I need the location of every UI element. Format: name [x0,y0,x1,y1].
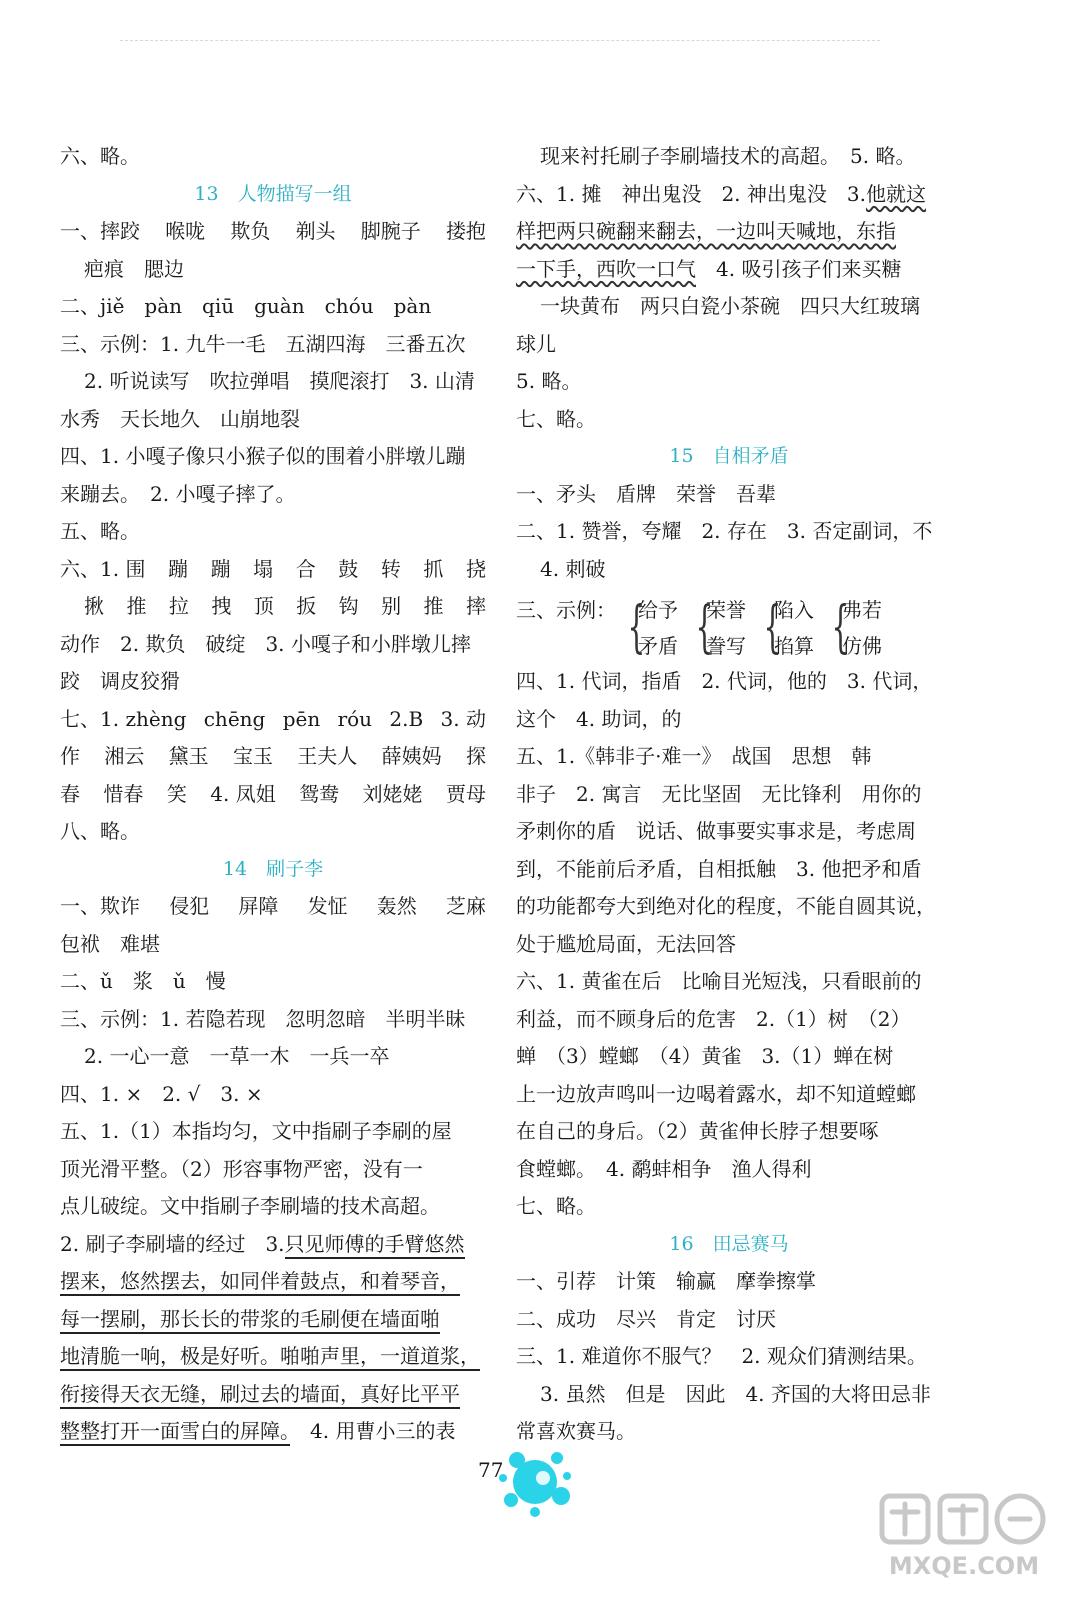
answer-line: 四、1. 代词，指盾 2. 代词，他的 3. 代词， [516,669,933,693]
underlined-quote: 衔接得天衣无缝，刷过去的墙面，真好比平平 [60,1382,460,1409]
splash-decoration-icon [495,1440,575,1520]
answer-line: 点儿破绽。文中指刷子李刷墙的技术高超。 [60,1194,440,1218]
underlined-quote: 摆来，悠然摆去，如同伴着鼓点，和着琴音， [60,1269,460,1296]
right-column [516,138,942,1451]
section-heading-14: 14 刷子李 [222,857,324,880]
answer-line [60,1338,486,1376]
answer-line: 六、1. 摊 神出鬼没 2. 神出鬼没 3.他就这 [516,181,926,206]
answer-line: 整整打开一面雪白的屏障。 4. 用曹小三的表 [60,1413,486,1451]
answer-line: 食螳螂。 4. 鹬蚌相争 渔人得利 [516,1156,812,1181]
answer-line: 揪 推 拉 拽 顶 扳 钩 别 推 摔 [84,594,486,618]
answer-line: 三、示例：1. 九牛一毛 五湖四海 三番五次 [60,331,466,356]
answer-line: 疤痕 腮边 [84,256,184,281]
answer-line: 六、1. 黄雀在后 比喻目光短浅，只看眼前的 [516,969,922,993]
answer-line: 一块黄布 两只白瓷小茶碗 四只大红玻璃 [540,294,920,318]
word-pair-group: 三、示例： { 给予 矛盾 { 荣誉 誊写 { 陷入 掐算 { 弗若 仿佛 [516,592,942,663]
answer-line: 一、引荐 计策 输赢 摩拳擦掌 [516,1269,816,1293]
brace-icon: { [763,595,782,660]
answer-line: 八、略。 [60,819,140,843]
answer-line: 六、1. 围 蹦 蹦 塌 合 鼓 转 抓 挠 [60,556,486,581]
answer-line [60,1263,486,1301]
answer-line: 常喜欢赛马。 [516,1419,636,1443]
brace-icon: { [627,595,646,660]
section-heading-15: 15 自相矛盾 [669,445,789,467]
answer-line: 五、1.（1）本指均匀，文中指刷子李刷的屋 [60,1119,452,1143]
underlined-quote: 整整打开一面雪白的屏障。 [60,1419,290,1446]
answer-line: 二、ǔ 浆 ǔ 慢 [60,969,226,993]
answer-line: 到，不能前后矛盾，自相抵触 3. 他把矛和盾 [516,856,922,881]
answer-line: 5. 略。 [516,369,582,393]
underlined-quote: 每一摆刷，那长长的带浆的毛刷便在墙面啪 [60,1307,440,1334]
answer-line: 四、1. 小嘎子像只小猴子似的围着小胖墩儿蹦 [60,444,466,468]
wavy-underlined-quote: 一下手，西吹一口气 [516,256,696,281]
answer-line: 顶光滑平整。（2）形容事物严密，没有一 [60,1156,423,1181]
wavy-underlined-quote: 样把两只碗翻来翻去，一边叫天喊地，东指 [516,219,896,243]
answer-line: 3. 虽然 但是 因此 4. 齐国的大将田忌非 [540,1381,931,1406]
answer-line: 非子 2. 寓言 无比坚固 无比锋利 用你的 [516,781,922,806]
answer-line: 一、矛头 盾牌 荣誉 吾辈 [516,481,776,506]
answer-line: 七、略。 [516,1194,596,1218]
answer-line: 这个 4. 助词，的 [516,706,682,731]
underlined-quote: 地清脆一响，极是好听。啪啪声里，一道道浆， [60,1344,480,1371]
top-rule [120,40,880,42]
answer-line: 球儿 [516,331,556,356]
answer-line [60,1301,486,1339]
answer-line: 上一边放声鸣叫一边喝着露水，却不知道螳螂 [516,1081,916,1106]
answer-line: 作 湘云 黛玉 宝玉 王夫人 薛姨妈 探 [60,744,486,768]
answer-line: 2. 一心一意 一草一木 一兵一卒 [84,1044,390,1068]
wavy-underlined-quote: 他就这 [865,181,926,206]
word-pair: { 陷入 掐算 [760,592,814,664]
left-column [60,138,486,1451]
answer-line: 矛刺你的盾 说话、做事要实事求是，考虑周 [516,819,916,843]
answer-line: 动作 2. 欺负 破绽 3. 小嘎子和小胖墩儿摔 [60,631,471,656]
answer-line: 的功能都夸大到绝对化的程度，不能自圆其说， [516,894,936,918]
answer-line: 4. 刺破 [540,556,606,581]
answer-line: 二、成功 尽兴 肯定 讨厌 [516,1306,776,1331]
answer-line: 七、1. zhèng chēng pēn róu 2.B 3. 动 [60,706,486,731]
answer-line: 现来衬托刷子李刷墙技术的高超。 5. 略。 [540,144,916,168]
answer-line: 2. 听说读写 吹拉弹唱 摸爬滚打 3. 山清 [84,369,475,393]
answer-line: 水秀 天长地久 山崩地裂 [60,406,300,431]
answer-line: 三、示例：1. 若隐若现 忽明忽暗 半明半昧 [60,1006,466,1031]
answer-line: 利益，而不顾身后的危害 2.（1）树 （2） [516,1006,911,1031]
answer-line: 处于尴尬局面，无法回答 [516,931,736,956]
answer-line: 二、1. 赞誉，夸耀 2. 存在 3. 否定副词，不 [516,519,933,543]
answer-line: 五、略。 [60,519,140,543]
answer-line [516,213,942,251]
brace-icon: { [695,595,714,660]
section-heading-13: 13 人物描写一组 [194,182,352,205]
word-pair: { 荣誉 誊写 [692,592,746,664]
brace-icon: { [831,595,850,660]
answer-line: 一下手，西吹一口气 4. 吸引孩子们来买糖 [516,256,902,281]
answer-line: 七、略。 [516,406,596,431]
svg-text:MXQE.COM: MXQE.COM [888,1552,1040,1580]
answer-line: 二、jiě pàn qiū guàn chóu pàn [60,294,432,318]
answer-line: 三、1. 难道你不服气？ 2. 观众们猜测结果。 [516,1344,927,1368]
answer-line: 在自己的身后。（2）黄雀伸长脖子想要啄 [516,1119,879,1143]
answer-line: 一、欺诈 侵犯 屏障 发怔 轰然 芝麻 [60,894,486,918]
section-heading-16: 16 田忌赛马 [669,1232,789,1255]
answer-line [60,1376,486,1414]
answer-line: 2. 刷子李刷墙的经过 3.只见师傅的手臂悠然 [60,1226,486,1264]
watermark-logo-icon [874,1488,1054,1584]
answer-line: 来蹦去。 2. 小嘎子摔了。 [60,481,296,506]
answer-line: 跤 调皮狡猾 [60,669,180,693]
page-number: 77 [478,1458,504,1482]
answer-line: 一、摔跤 喉咙 欺负 剃头 脚腕子 搂抱 [60,219,486,243]
answer-line: 蝉 （3）螳螂 （4）黄雀 3.（1）蝉在树 [516,1044,894,1068]
answer-line: 包袱 难堪 [60,931,160,956]
word-pair: { 弗若 仿佛 [828,592,882,664]
answer-line: 四、1. × 2. √ 3. × [60,1081,263,1106]
answer-line: 五、1.《韩非子·难一》 战国 思想 韩 [516,744,872,768]
word-pair: { 给予 矛盾 [624,592,678,664]
answer-line: 六、略。 [60,144,140,168]
answer-line: 春 惜春 笑 4. 凤姐 鸳鸯 刘姥姥 贾母 [60,781,486,806]
underlined-quote: 只见师傅的手臂悠然 [285,1232,465,1259]
